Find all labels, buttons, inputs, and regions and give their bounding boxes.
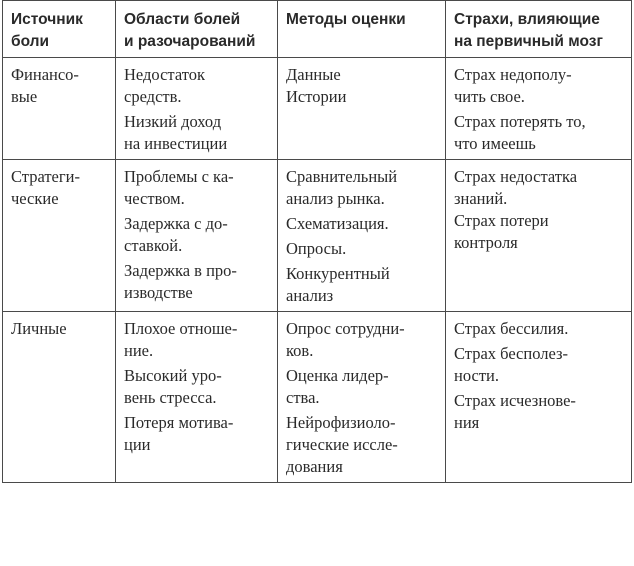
cell-line: ства. <box>286 388 320 407</box>
cell-entry <box>124 213 273 257</box>
cell-entry <box>11 166 111 210</box>
cell-line: Финансо- <box>11 65 79 84</box>
cell-line: Сравнительный <box>286 167 398 186</box>
cell-line: контроля <box>454 233 518 252</box>
cell-line: что имеешь <box>454 134 536 153</box>
cell-fears <box>446 160 632 312</box>
cell-methods <box>278 58 446 160</box>
cell-line: знаний. <box>454 189 508 208</box>
cell-line: Проблемы с ка- <box>124 167 234 186</box>
cell-line: ческие <box>11 189 59 208</box>
table-header-row <box>3 1 632 58</box>
cell-line: на инвестиции <box>124 134 228 153</box>
cell-entry <box>454 343 627 387</box>
cell-line: Истории <box>286 87 347 106</box>
cell-line: Задержка с до- <box>124 214 228 233</box>
cell-line: Страх потери <box>454 211 549 230</box>
cell-line: Страх недополу- <box>454 65 572 84</box>
header-methods <box>278 1 446 58</box>
cell-line: Данные <box>286 65 341 84</box>
cell-line: ния <box>454 413 480 432</box>
cell-fears <box>446 58 632 160</box>
cell-line: Страх недостатка <box>454 167 578 186</box>
cell-pain-areas <box>116 58 278 160</box>
pain-sources-table <box>2 0 632 483</box>
cell-methods <box>278 160 446 312</box>
header-line: и разочарований <box>124 33 256 50</box>
cell-entry <box>454 390 627 434</box>
cell-line: чить свое. <box>454 87 525 106</box>
cell-line: Плохое отноше- <box>124 319 238 338</box>
cell-entry <box>124 260 273 304</box>
cell-line: Стратеги- <box>11 167 80 186</box>
cell-line: ции <box>124 435 151 454</box>
cell-line: чеством. <box>124 189 185 208</box>
header-line: на первичный мозг <box>454 33 603 50</box>
table-row-personal <box>3 312 632 483</box>
cell-entry <box>286 166 441 210</box>
cell-line: ности. <box>454 366 499 385</box>
cell-line: изводстве <box>124 283 193 302</box>
cell-entry <box>454 64 627 108</box>
table-row-strategic <box>3 160 632 312</box>
cell-line: Личные <box>11 319 67 338</box>
cell-entry <box>124 365 273 409</box>
cell-line: Страх бесполез- <box>454 344 569 363</box>
cell-entry <box>286 238 441 260</box>
cell-line: Опросы. <box>286 239 347 258</box>
cell-entry <box>454 111 627 155</box>
cell-line: Страх исчезнове- <box>454 391 576 410</box>
cell-line: вые <box>11 87 38 106</box>
cell-line: Нейрофизиоло- <box>286 413 396 432</box>
cell-line: анализ рынка. <box>286 189 385 208</box>
cell-line: Низкий доход <box>124 112 222 131</box>
cell-entry <box>11 318 111 340</box>
cell-entry <box>124 166 273 210</box>
cell-entry <box>124 64 273 108</box>
cell-entry <box>454 318 627 340</box>
cell-entry <box>286 412 441 478</box>
cell-fears <box>446 312 632 483</box>
cell-entry <box>124 412 273 456</box>
table-row-financial <box>3 58 632 160</box>
cell-entry <box>286 86 441 108</box>
cell-entry <box>286 64 441 86</box>
header-line: Источник <box>11 11 83 28</box>
cell-line: Страх потерять то, <box>454 112 586 131</box>
cell-entry <box>286 318 441 362</box>
header-source <box>3 1 116 58</box>
cell-pain-areas <box>116 312 278 483</box>
header-line: Страхи, влияющие <box>454 11 600 28</box>
cell-line: дования <box>286 457 343 476</box>
cell-line: Конкурентный <box>286 264 390 283</box>
cell-line: ков. <box>286 341 314 360</box>
cell-methods <box>278 312 446 483</box>
cell-line: Оценка лидер- <box>286 366 389 385</box>
cell-line: Опрос сотрудни- <box>286 319 405 338</box>
cell-entry <box>454 210 627 254</box>
cell-entry <box>286 263 441 307</box>
cell-line: вень стресса. <box>124 388 217 407</box>
cell-pain-areas <box>116 160 278 312</box>
cell-line: Высокий уро- <box>124 366 222 385</box>
cell-entry <box>454 166 627 210</box>
cell-source <box>3 58 116 160</box>
cell-line: анализ <box>286 286 334 305</box>
cell-line: средств. <box>124 87 182 106</box>
cell-entry <box>124 318 273 362</box>
cell-line: Схематизация. <box>286 214 389 233</box>
cell-entry <box>11 64 111 108</box>
header-line: боли <box>11 33 50 50</box>
cell-line: Недостаток <box>124 65 205 84</box>
cell-line: Потеря мотива- <box>124 413 234 432</box>
header-fears <box>446 1 632 58</box>
header-line: Методы оценки <box>286 11 406 28</box>
cell-source <box>3 160 116 312</box>
cell-line: ние. <box>124 341 154 360</box>
header-line: Области болей <box>124 11 241 28</box>
cell-entry <box>286 365 441 409</box>
cell-line: Задержка в про- <box>124 261 237 280</box>
cell-entry <box>124 111 273 155</box>
header-pain-areas <box>116 1 278 58</box>
cell-line: Страх бессилия. <box>454 319 569 338</box>
cell-line: гические иссле- <box>286 435 398 454</box>
cell-line: ставкой. <box>124 236 183 255</box>
cell-entry <box>286 213 441 235</box>
cell-source <box>3 312 116 483</box>
